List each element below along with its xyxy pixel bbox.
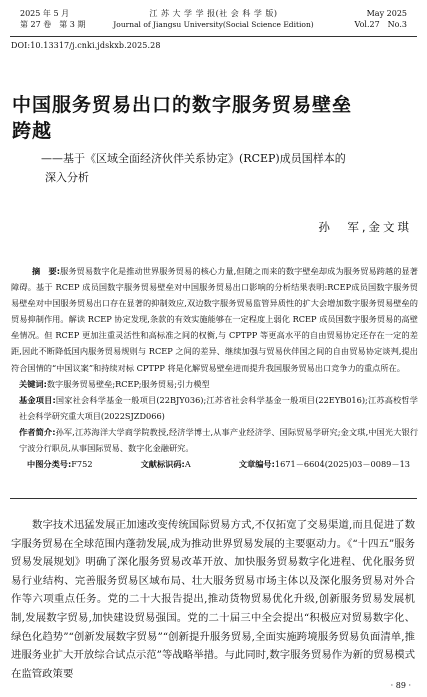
document-code <box>141 456 191 472</box>
article-number-value: 1671－6604(2025)03－0089－13 <box>274 459 410 470</box>
journal-name-cn: 江 苏 大 学 学 报(社 会 科 学 版) <box>149 9 278 18</box>
subtitle-line-2: 深入分析 <box>45 171 89 184</box>
funding-text: 国家社会科学基金一般项目(22BJY036);江苏省社会科学基金一般项目(22EYB016);江苏高校哲学社会科学研究重大项目(2022SJZD066) <box>19 394 418 421</box>
body-paragraph: 数字技术迅猛发展正加速改变传统国际贸易方式,不仅拓宽了交易渠道,而且促进了数字服务贸易在全球范围内蓬勃发展,成为推动世界贸易发展的主要驱动力。《“十四五”服务贸易发展规划》明确了深化服务贸易改革开放、加快服务贸易数字化进程、优化服务贸易行业结构、完善服务贸易区域布局、壮大服务贸易市场主体以及深化服务贸易对外合作等六项重点任务。党的二十大报告提出,推动货物贸易优化升级,创新服务贸易发展机制,发展数字贸易,加快建设贸易强国。党的二十届三中全会提出“积极应对贸易数字化、绿色化趋势”“创新发展数字贸易”“创新提升服务贸易,全面实施跨境服务贸易负面清单,推进服务业扩大开放综合试点示范”等战略举措。与此同时,数字服务贸易作为新的贸易模式在监管政策要 <box>11 519 415 680</box>
abstract-text: 服务贸易数字化是推动世界服务贸易的核心力量,但随之而来的数字壁垒却成为服务贸易跨越的显著障碍。基于 RCEP 成员国数字服务贸易壁垒对中国服务贸易出口影响的分析结果表明:RCEP成员国数字服务贸易壁垒对中国服务贸易出口存在显著的抑制效应,双边数字服务贸易监管异质性的扩大会增加数字服务贸易壁垒的贸易抑制作用。解读 RCEP 协定发现,条款的有效实施能够在一定程度上弱化 RCEP 成员国数字服务贸易的高壁垒情况。但 RCEP 更加注重灵活性和高标准之间的权衡,与 CPTPP 等更高水平的自由贸易协定还存在一定的差距,因此不断降低国内服务贸易规则与 RCEP 之间的差异、继续加强与贸易伙伴国之间的自由贸易协定谈判,提出符合国情的“中国议案”和持续对标 CPTPP 将是化解贸易壁垒进而提升我国服务贸易出口竞争力的重点所在。 <box>11 266 418 373</box>
author-intro <box>11 424 418 456</box>
running-header <box>10 6 417 37</box>
doc-code-value: A <box>184 459 191 470</box>
clc-number <box>27 456 93 472</box>
author-intro-text: 孙军,江苏海洋大学商学院教授,经济学博士,从事产业经济学、国际贸易学研究;金文琪,中国光大银行宁波分行职员,从事国际贸易、数字化金融研究。 <box>19 426 419 454</box>
keywords-text: 数字服务贸易壁垒;RCEP;服务贸易;引力模型 <box>46 378 210 389</box>
author-intro-label: 作者简介: <box>19 426 56 437</box>
clc-label: 中图分类号: <box>27 459 72 470</box>
authors: 孙 军,金文琪 <box>318 220 412 234</box>
subtitle-line-1: ——基于《区域全面经济伙伴关系协定》(RCEP)成员国样本的 <box>41 152 346 165</box>
issue-date-en: May 2025 <box>366 9 407 18</box>
volume-cn: 第 27 卷 第 3 期 <box>20 20 86 29</box>
identifiers-row <box>11 456 418 472</box>
article-number-label: 文章编号: <box>238 459 275 470</box>
main-text <box>11 516 415 683</box>
journal-name-en: Journal of Jiangsu University(Social Science Edition) <box>113 20 314 29</box>
article-number <box>239 456 410 472</box>
volume-en: Vol.27 No.3 <box>354 20 407 29</box>
abstract-divider <box>10 498 417 499</box>
keywords <box>11 376 418 392</box>
funding <box>11 392 418 424</box>
funding-label: 基金项目: <box>19 394 56 405</box>
header-right <box>355 8 407 30</box>
issue-date-cn: 2025 年 5 月 <box>20 9 70 18</box>
article-title-line-1: 中国服务贸易出口的数字服务贸易壁垒 <box>12 94 353 116</box>
clc-value: F752 <box>71 459 93 470</box>
doc-code-label: 文献标识码: <box>140 459 185 470</box>
abstract-label: 摘 要: <box>32 266 61 276</box>
abstract-block <box>11 263 418 472</box>
page-number: · 89 · <box>390 681 411 690</box>
doi: DOI:10.13317/j.cnki.jdskxb.2025.28 <box>11 41 161 50</box>
article-title-line-2: 跨越 <box>12 120 53 142</box>
keywords-label: 关键词: <box>19 378 47 389</box>
abstract <box>11 263 418 376</box>
